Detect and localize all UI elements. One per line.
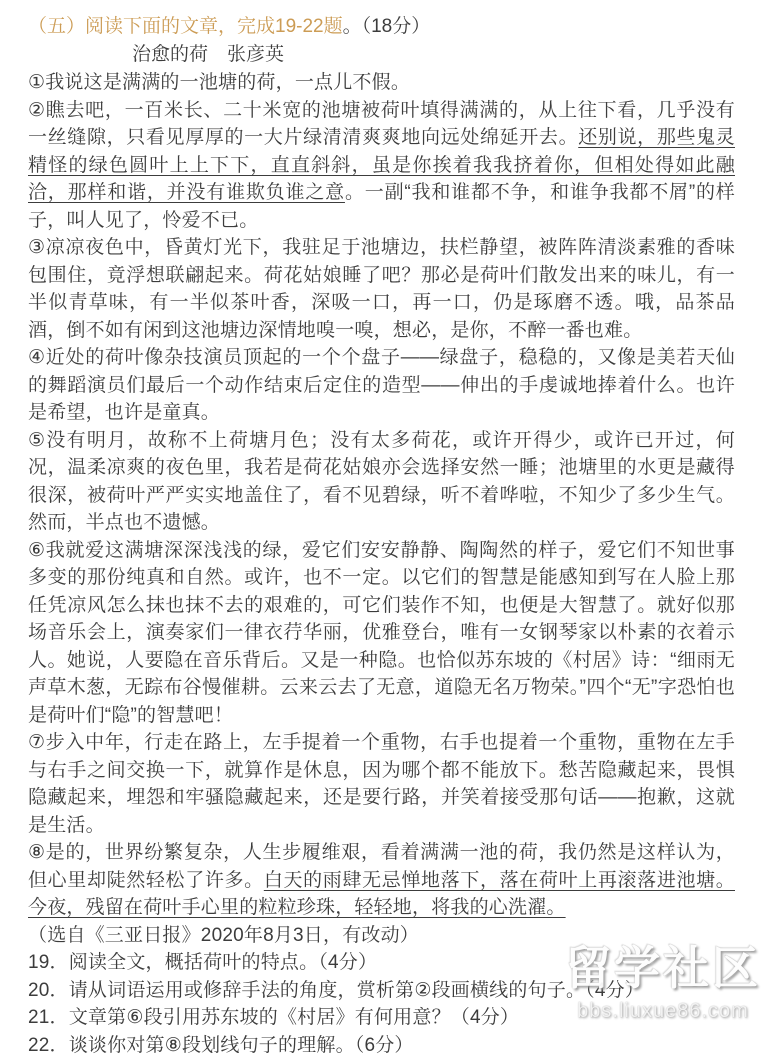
sentence: ③凉凉夜色中，昏黄灯光下，我驻足于池塘边，扶栏静望，被阵阵清淡素雅的香味包围住，竟浮想联翩起来。荷花姑娘睡了吧？那必是荷叶们散发出来的味儿，有一半似青草味，有一半似茶叶香，深吸一口，再一口，仍是琢磨不透。哦，品茶品酒，倒不如有闲到这池塘边深情地嗅一嗅，想必，是你，不醉一番也难。: [28, 237, 735, 341]
question-item: 22．谈谈你对第⑧段划线句子的理解。（6分）: [28, 1032, 735, 1059]
sentence: ②瞧去吧，一百米长、二十米宽的池塘被荷叶填得满满的，从上往下看，几乎没有一丝缝隙，只看见厚厚的一大片绿清清爽爽地向远处绵延开去。: [28, 100, 735, 149]
article-title: 治愈的荷 张彦英: [28, 41, 735, 69]
article-paragraph: [28, 839, 735, 922]
sentence: ①我说这是满满的一池塘的荷，一点儿不假。: [28, 72, 410, 93]
underlined-sentence: 还别说，那些鬼灵精怪的绿色圆叶上上下下，直直斜斜，虽是你挨着我我挤着你，但相处得如此融洽，那样和谐，并没有谁欺负谁之意: [28, 127, 735, 203]
question-list: [28, 949, 735, 1059]
sentence: ④近处的荷叶像杂技演员顶起的一个个盘子——绿盘子，稳稳的，又像是美若天仙的舞蹈演员们最后一个动作结束后定住的造型——伸出的手虔诚地捧着什么。也许是希望，也许是童真。: [28, 347, 735, 423]
article-paragraph: [28, 729, 735, 839]
section-heading-score: 。（18分）: [343, 16, 431, 37]
sentence: ⑥我就爱这满塘深深浅浅的绿，爱它们安安静静、陶陶然的样子，爱它们不知世事多变的那份纯真和自然。或许，也不一定。以它们的智慧是能感知到写在人脸上那任凭凉风怎么抹也抹不去的艰难的，可它们装作不知，也便是大智慧了。就好似那场音乐会上，演奏家们一律衣荇华丽，优雅登台，唯有一女钢琴家以朴素的衣着示人。她说，人要隐在音乐背后。又是一种隐。也恰似苏东坡的《村居》诗：“细雨无声草木葱，无踪布谷慢催耕。云来云去了无意，道隐无名万物荣。”四个“无”字恐怕也是荷叶们“隐”的智慧吧！: [28, 540, 735, 726]
article-paragraph: [28, 427, 735, 537]
article-body: [28, 69, 735, 922]
article-paragraph: [28, 234, 735, 344]
article-paragraph: [28, 97, 735, 235]
question-item: 20．请从词语运用或修辞手法的角度，赏析第②段画横线的句子。（4分）: [28, 977, 735, 1005]
section-heading: [28, 13, 735, 41]
sentence: 。一副“我和谁都不争，和谁争我都不屑”的样子，叫人见了，怜爱不已。: [28, 182, 735, 231]
watermark-text: 留学社区: [565, 932, 761, 998]
section-heading-accent: （五）阅读下面的文章，完成19-22题: [28, 16, 343, 37]
question-item: 19．阅读全文，概括荷叶的特点。（4分）: [28, 949, 735, 977]
question-item: 21．文章第⑥段引用苏东坡的《村居》有何用意？（4分）: [28, 1004, 735, 1032]
sentence: ⑧是的，世界纷繁复杂，人生步履维艰，看着满满一池的荷，我仍然是这样认为，但心里却陡然轻松了许多。: [28, 842, 735, 891]
article-paragraph: [28, 537, 735, 730]
article-paragraph: [28, 69, 735, 97]
article-paragraph: [28, 344, 735, 427]
sentence: ⑦步入中年，行走在路上，左手提着一个重物，右手也提着一个重物，重物在左手与右手之间交换一下，就算作是休息，因为哪个都不能放下。愁苦隐藏起来，畏惧隐藏起来，埋怨和牢骚隐藏起来，还是要行路，并笑着接受那句话——抱歉，这就是生活。: [28, 732, 735, 836]
sentence: ⑤没有明月，故称不上荷塘月色；没有太多荷花，或许开得少，或许已开过，何况，温柔凉爽的夜色里，我若是荷花姑娘亦会选择安然一睡；池塘里的水更是藏得很深，被荷叶严严实实地盖住了，看不见碧绿，听不着哗啦，不知少了多少生气。然而，半点也不遗憾。: [28, 430, 735, 534]
underlined-sentence: 白天的雨肆无忌惮地落下，落在荷叶上再滚落进池塘。今夜，残留在荷叶手心里的粒粒珍珠，轻轻地，将我的心洗濯。: [28, 870, 735, 919]
source-attribution: （选自《三亚日报》2020年8月3日，有改动）: [28, 922, 735, 950]
watermark-url: bbs.liuxue86.com: [565, 1000, 761, 1023]
